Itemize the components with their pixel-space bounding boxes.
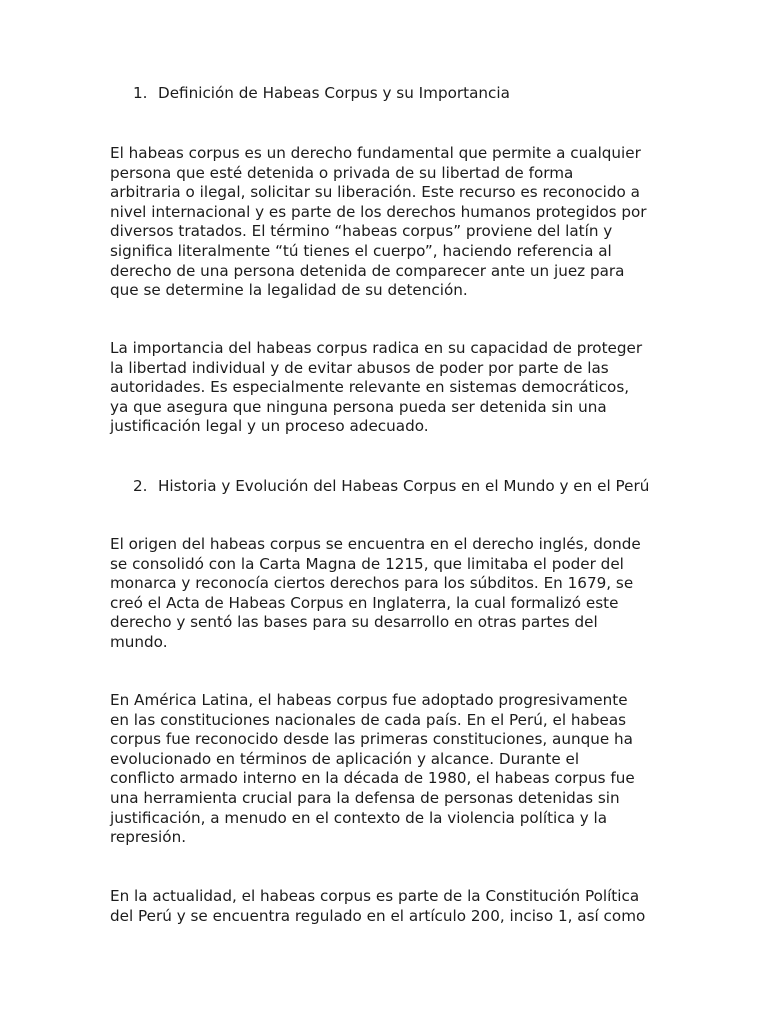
text-line: diversos tratados. El término “habeas corpus” proviene del latín y	[110, 222, 613, 241]
text-line: En la actualidad, el habeas corpus es parte de la Constitución Política	[110, 887, 640, 905]
text-line: derecho de una persona detenida de comparecer ante un juez para	[110, 261, 625, 280]
list-number: 1.	[133, 84, 148, 102]
paragraph-definition	[110, 144, 660, 301]
text-line: mundo.	[110, 632, 168, 651]
text-line: ya que asegura que ninguna persona pueda ser detenida sin una	[110, 397, 607, 416]
text-line: El origen del habeas corpus se encuentra en el derecho inglés, donde	[110, 535, 641, 553]
text-line: en las constituciones nacionales de cada país. En el Perú, el habeas	[110, 710, 627, 729]
text-line: que se determine la legalidad de su detención.	[110, 281, 468, 300]
paragraph-origin	[110, 535, 660, 653]
text-line: monarca y reconocía ciertos derechos para los súbditos. En 1679, se	[110, 574, 634, 593]
section-heading-2	[133, 477, 649, 497]
text-line: significa literalmente “tú tienes el cuerpo”, haciendo referencia al	[110, 241, 612, 260]
text-line: derecho y sentó las bases para su desarrollo en otras partes del	[110, 613, 598, 632]
text-line: El habeas corpus es un derecho fundamental que permite a cualquier	[110, 144, 641, 162]
text-line: justificación, a menudo en el contexto de la violencia política y la	[110, 808, 608, 827]
list-number: 2.	[133, 477, 148, 495]
text-line: evolucionado en términos de aplicación y alcance. Durante el	[110, 749, 580, 768]
paragraph-latin-america	[110, 691, 660, 848]
text-line: del Perú y se encuentra regulado en el artículo 200, inciso 1, así como	[110, 906, 646, 925]
section-heading-1	[133, 84, 510, 104]
text-line: se consolidó con la Carta Magna de 1215, que limitaba el poder del	[110, 554, 624, 573]
paragraph-importance	[110, 339, 660, 437]
text-line: la libertad individual y de evitar abusos de poder por parte de las	[110, 358, 609, 377]
text-line: En América Latina, el habeas corpus fue adoptado progresivamente	[110, 691, 628, 709]
text-line: represión.	[110, 828, 187, 847]
text-line: creó el Acta de Habeas Corpus en Inglaterra, la cual formalizó este	[110, 593, 619, 612]
paragraph-current	[110, 887, 660, 926]
heading-text: Definición de Habeas Corpus y su Importancia	[158, 84, 510, 102]
text-line: una herramienta crucial para la defensa de personas detenidas sin	[110, 788, 620, 807]
text-line: conflicto armado interno en la década de 1980, el habeas corpus fue	[110, 769, 635, 788]
text-line: corpus fue reconocido desde las primeras constituciones, aunque ha	[110, 730, 633, 749]
text-line: arbitraria o ilegal, solicitar su liberación. Este recurso es reconocido a	[110, 183, 640, 202]
text-line: justificación legal y un proceso adecuado.	[110, 417, 429, 436]
text-line: persona que esté detenida o privada de su libertad de forma	[110, 163, 574, 182]
heading-text: Historia y Evolución del Habeas Corpus en el Mundo y en el Perú	[158, 477, 650, 495]
text-line: La importancia del habeas corpus radica en su capacidad de proteger	[110, 339, 643, 357]
text-line: nivel internacional y es parte de los derechos humanos protegidos por	[110, 202, 647, 221]
text-line: autoridades. Es especialmente relevante en sistemas democráticos,	[110, 378, 630, 397]
